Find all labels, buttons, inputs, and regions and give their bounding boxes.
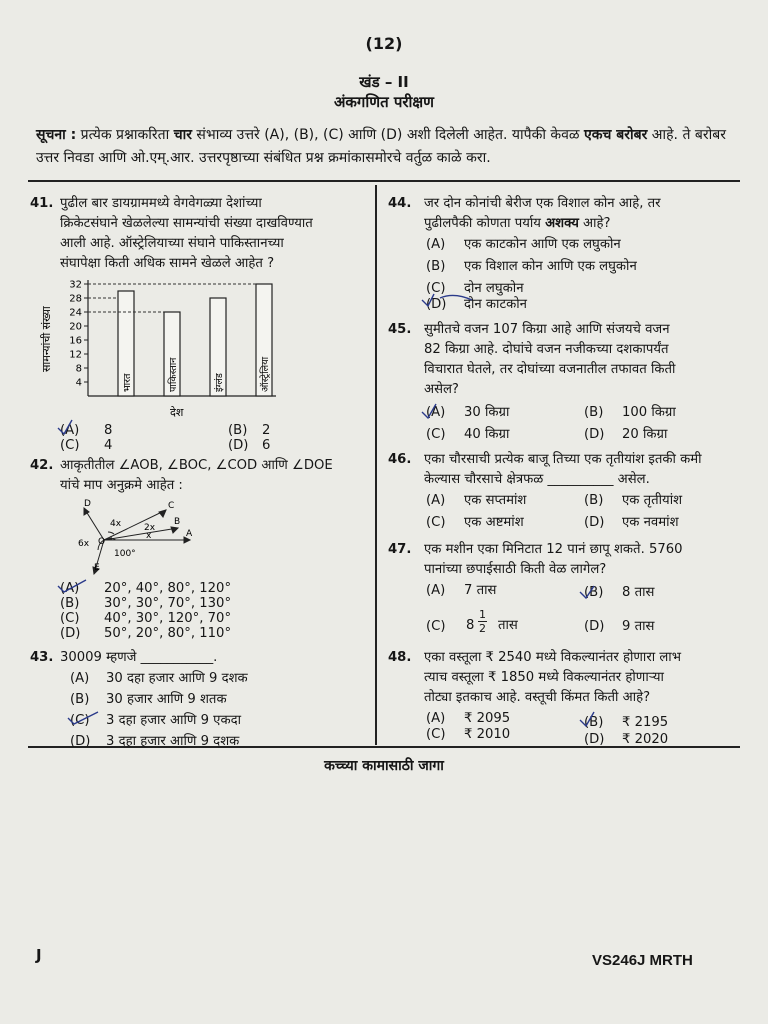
question-44-number: 44. xyxy=(388,196,412,211)
angle-figure xyxy=(70,496,200,578)
question-47-text xyxy=(424,540,740,580)
q46-option-d-key[interactable]: (D) xyxy=(584,515,605,530)
q48-option-c-text: ₹ 2010 xyxy=(464,727,511,742)
question-47-number: 47. xyxy=(388,542,412,557)
q42-option-b-text: 30°, 30°, 70°, 130° xyxy=(104,596,232,611)
section-title: खंड – II xyxy=(359,73,409,91)
q47-option-b-key[interactable]: (B) xyxy=(584,585,604,600)
y-tick-label: 16 xyxy=(69,335,82,347)
q44-option-b-text: एक विशाल कोन आणि एक लघुकोन xyxy=(464,259,637,274)
label-4x: 4x xyxy=(110,519,122,529)
q45-option-a-key[interactable]: (A) xyxy=(426,405,446,420)
instruction-label: सूचना : xyxy=(36,127,77,143)
footer-code: VS246J MRTH xyxy=(592,952,693,969)
q42-option-a-key[interactable]: (A) xyxy=(60,581,80,596)
question-45-number: 45. xyxy=(388,322,412,337)
q43-option-b-key[interactable]: (B) xyxy=(70,692,90,707)
y-tick-label: 24 xyxy=(69,307,82,319)
q45-option-d-key[interactable]: (D) xyxy=(584,427,605,442)
label-c: C xyxy=(168,501,175,511)
q43-option-b-text: 30 हजार आणि 9 शतक xyxy=(106,692,227,707)
question-48-text xyxy=(424,648,740,708)
q46-option-a-text: एक सप्तमांश xyxy=(464,493,527,508)
instruction-bold1: चार xyxy=(173,127,192,143)
q47-option-b-text: 8 तास xyxy=(622,585,655,600)
q43-option-c-text: 3 दहा हजार आणि 9 एकदा xyxy=(106,713,242,728)
q43-option-d-key[interactable]: (D) xyxy=(70,734,91,749)
fraction-denominator: 2 xyxy=(479,622,486,635)
q48-option-b-text: ₹ 2195 xyxy=(622,715,669,730)
question-45-text xyxy=(424,320,740,400)
q44-option-d-key[interactable]: (D) xyxy=(426,297,447,312)
q47-option-d-text: 9 तास xyxy=(622,619,655,634)
q42-option-a-text: 20°, 40°, 80°, 120° xyxy=(104,581,232,596)
text-line: 82 किग्रा आहे. दोघांचे वजन नजीकच्या दशकापर्यंत xyxy=(424,342,669,357)
y-tick-label: 4 xyxy=(75,377,82,389)
bar-chart xyxy=(36,272,286,422)
q46-option-c-key[interactable]: (C) xyxy=(426,515,446,530)
text-line: सुमीतचे वजन 107 किग्रा आहे आणि संजयचे वजन xyxy=(424,322,670,337)
fraction-whole: 8 xyxy=(466,618,475,633)
label-2x: 2x xyxy=(144,523,156,533)
q44-option-b-key[interactable]: (B) xyxy=(426,259,446,274)
text-line: यांचे माप अनुक्रमे आहेत : xyxy=(60,478,183,493)
question-41-text xyxy=(60,194,372,274)
text-line: एका चौरसाची प्रत्येक बाजू तिच्या एक तृतीयांश इतकी कमी xyxy=(424,452,702,467)
text-line: एक मशीन एका मिनिटात 12 पानं छापू शकते. 5760 xyxy=(424,542,683,557)
q44-option-d-text: दोन काटकोन xyxy=(464,297,527,312)
text-span: आहे? xyxy=(578,216,611,231)
ray-ob xyxy=(104,528,178,540)
question-44-text xyxy=(424,194,740,234)
q41-option-a-text: 8 xyxy=(104,423,113,438)
y-tick-label: 8 xyxy=(75,363,82,375)
q45-option-c-key[interactable]: (C) xyxy=(426,427,446,442)
fraction-unit: तास xyxy=(498,618,518,633)
question-43-text: 30009 म्हणजे ___________. xyxy=(60,650,218,665)
q46-option-b-text: एक तृतीयांश xyxy=(622,493,683,508)
q41-option-b-key[interactable]: (B) xyxy=(228,423,248,438)
section-subtitle: अंकगणित परीक्षण xyxy=(333,93,435,111)
q41-answer-tick xyxy=(56,418,90,438)
chart-ticks xyxy=(69,280,256,389)
q44-option-c-text: दोन लघुकोन xyxy=(464,281,524,296)
q45-option-b-key[interactable]: (B) xyxy=(584,405,604,420)
q48-option-c-key[interactable]: (C) xyxy=(426,727,446,742)
column-divider xyxy=(375,185,377,745)
q46-option-a-key[interactable]: (A) xyxy=(426,493,446,508)
q41-option-c-text: 4 xyxy=(104,438,113,453)
text-line: तोट्या इतकाच आहे. वस्तूची किंमत किती आहे? xyxy=(424,690,651,705)
label-e: E xyxy=(94,563,100,573)
text-span: पुढीलपैकी कोणता पर्याय xyxy=(424,216,546,231)
text-line: विचारात घेतले, तर दोघांच्या वजनातील तफावत किती xyxy=(424,362,676,377)
text-line: संघापेक्षा किती अधिक सामने खेळले आहेत ? xyxy=(60,256,275,271)
q48-option-d-text: ₹ 2020 xyxy=(622,732,669,747)
q47-option-a-key[interactable]: (A) xyxy=(426,583,446,598)
label-100: 100° xyxy=(114,549,136,559)
bar-category-label: ऑस्ट्रेलिया xyxy=(260,356,271,392)
label-a: A xyxy=(186,529,193,539)
q48-option-b-key[interactable]: (B) xyxy=(584,715,604,730)
bar-category-label: पाकिस्तान xyxy=(168,357,179,392)
q48-option-a-key[interactable]: (A) xyxy=(426,711,446,726)
text-line: एका वस्तूला ₹ 2540 मध्ये विकल्यानंतर होणारा लाभ xyxy=(424,650,681,665)
q43-option-d-text: 3 दहा हजार आणि 9 दशक xyxy=(106,734,240,749)
q48-answer-tick xyxy=(578,710,608,730)
page-number: (12) xyxy=(365,34,403,53)
q41-option-d-key[interactable]: (D) xyxy=(228,438,249,453)
label-x: x xyxy=(146,531,152,541)
text-line: आली आहे. ऑस्ट्रेलियाच्या संघाने पाकिस्तानच्या xyxy=(60,236,284,251)
question-46-number: 46. xyxy=(388,452,412,467)
text-line xyxy=(424,214,740,234)
q46-option-b-key[interactable]: (B) xyxy=(584,493,604,508)
label-d: D xyxy=(84,499,91,509)
label-b: B xyxy=(174,517,181,527)
question-42-number: 42. xyxy=(30,458,54,473)
q46-option-c-text: एक अष्टमांश xyxy=(464,515,524,530)
text-line: पानांच्या छपाईसाठी किती वेळ लागेल? xyxy=(424,562,607,577)
rough-work-label: कच्च्या कामासाठी जागा xyxy=(324,758,444,774)
q42-option-c-key[interactable]: (C) xyxy=(60,611,80,626)
q45-option-c-text: 40 किग्रा xyxy=(464,427,510,442)
y-tick-label: 32 xyxy=(69,279,82,291)
instruction xyxy=(36,124,736,170)
label-6x: 6x xyxy=(78,539,90,549)
text-line: केल्यास चौरसाचे क्षेत्रफळ __________ असेल. xyxy=(424,472,650,487)
text-bold: अशक्य xyxy=(545,216,579,231)
q48-option-d-key[interactable]: (D) xyxy=(584,732,605,747)
q42-option-d-text: 50°, 20°, 80°, 110° xyxy=(104,626,232,641)
q41-option-a-key[interactable]: (A) xyxy=(60,423,80,438)
q47-option-c-key[interactable]: (C) xyxy=(426,619,446,634)
q45-option-d-text: 20 किग्रा xyxy=(622,427,668,442)
q45-option-a-text: 30 किग्रा xyxy=(464,405,510,420)
text-line: क्रिकेटसंघाने खेळलेल्या सामन्यांची संख्या दाखविण्यात xyxy=(60,216,313,231)
q47-answer-tick xyxy=(578,582,608,602)
instruction-bold2: एकच बरोबर xyxy=(584,127,648,143)
question-48-number: 48. xyxy=(388,650,412,665)
q41-option-b-text: 2 xyxy=(262,423,271,438)
q43-answer-tick xyxy=(66,708,106,728)
chart-axes xyxy=(88,280,276,396)
chart-x-label: देश xyxy=(170,406,184,419)
q44-answer-tick xyxy=(418,288,478,314)
q42-option-b-key[interactable]: (B) xyxy=(60,596,80,611)
q41-option-c-key[interactable]: (C) xyxy=(60,438,80,453)
bar-category-label: इंग्लंड xyxy=(214,373,225,392)
y-tick-label: 20 xyxy=(69,321,82,333)
text-line: असेल? xyxy=(424,382,459,397)
q44-option-a-text: एक काटकोन आणि एक लघुकोन xyxy=(464,237,621,252)
q43-option-c-key[interactable]: (C) xyxy=(70,713,90,728)
instruction-part2: संभाव्य उत्तरे (A), (B), (C) आणि (D) अशी दिलेली आहेत. यापैकी केवळ xyxy=(191,127,585,143)
text-line: आकृतीतील ∠AOB, ∠BOC, ∠COD आणि ∠DOE xyxy=(60,458,333,473)
question-41-number: 41. xyxy=(30,196,54,211)
y-tick-label: 12 xyxy=(69,349,82,361)
fraction-numerator: 1 xyxy=(479,608,486,621)
q45-option-b-text: 100 किग्रा xyxy=(622,405,676,420)
text-line: जर दोन कोनांची बेरीज एक विशाल कोन आहे, तर xyxy=(424,196,661,211)
q47-option-a-text: 7 तास xyxy=(464,583,497,598)
q42-option-c-text: 40°, 30°, 120°, 70° xyxy=(104,611,232,626)
q42-answer-tick xyxy=(56,576,96,596)
question-42-text xyxy=(60,456,372,496)
q43-option-a-key[interactable]: (A) xyxy=(70,671,90,686)
question-43-number: 43. xyxy=(30,650,54,665)
q48-option-a-text: ₹ 2095 xyxy=(464,711,511,726)
label-o: O xyxy=(98,537,106,547)
q44-option-c-key[interactable]: (C) xyxy=(426,281,446,296)
chart-bars xyxy=(118,284,272,396)
text-line: पुढील बार डायग्राममध्ये वेगवेगळ्या देशांच्या xyxy=(60,196,262,211)
y-tick-label: 28 xyxy=(69,293,82,305)
chart-y-label: सामन्यांची संख्या xyxy=(40,306,53,372)
q47-option-d-key[interactable]: (D) xyxy=(584,619,605,634)
instruction-part3: आहे. ते बरोबर उत्तर निवडा आणि ओ.एम्.आर. उत्तरपृष्ठाच्या संबंधित प्रश्न क्रमांकासमोरचे वर्तुळ काळे करा. xyxy=(36,127,726,166)
q42-option-d-key[interactable]: (D) xyxy=(60,626,81,641)
q41-option-d-text: 6 xyxy=(262,438,271,453)
text-line: त्याच वस्तूला ₹ 1850 मध्ये विकल्यानंतर होणाऱ्या xyxy=(424,670,664,685)
q43-option-a-text: 30 दहा हजार आणि 9 दशक xyxy=(106,671,248,686)
instruction-part1: प्रत्येक प्रश्नाकरिता xyxy=(76,127,174,143)
top-divider xyxy=(28,180,740,182)
q46-option-d-text: एक नवमांश xyxy=(622,515,679,530)
question-46-text xyxy=(424,450,740,490)
q45-answer-tick xyxy=(420,400,450,422)
q44-option-a-key[interactable]: (A) xyxy=(426,237,446,252)
bar-category-label: भारत xyxy=(122,373,133,392)
footer-left: J xyxy=(36,946,42,964)
